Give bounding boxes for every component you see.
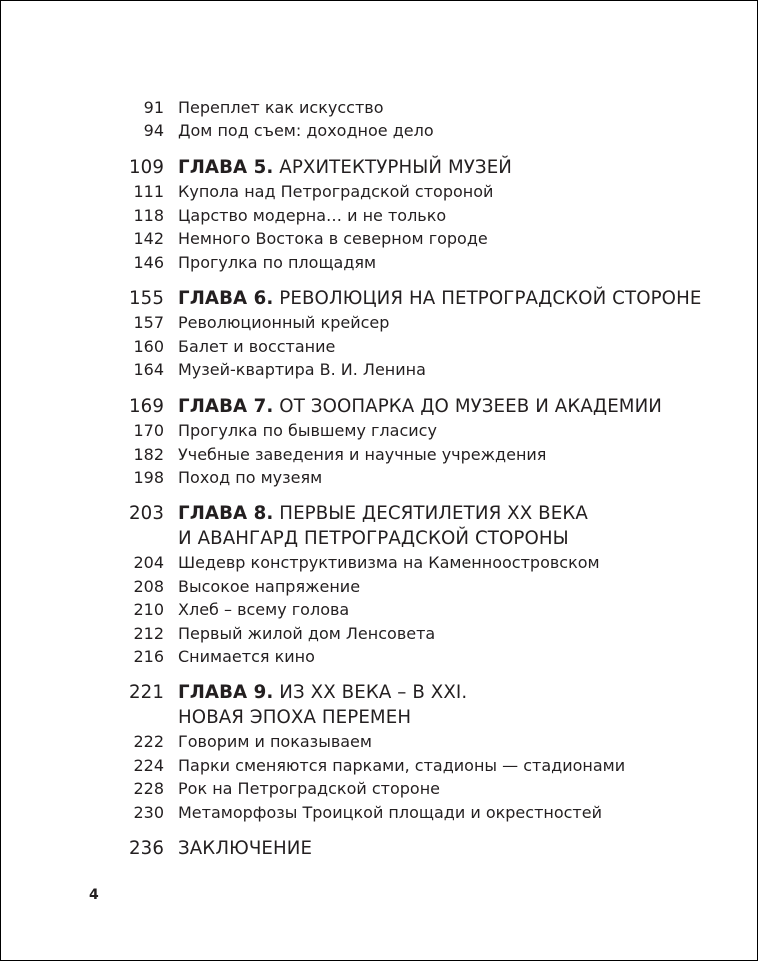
toc-entry (1, 180, 757, 203)
toc-entry (1, 801, 757, 824)
entry-title: Музей-квартира В. И. Ленина (178, 360, 426, 380)
chapter-page-number: 109 (128, 156, 164, 178)
toc-group (1, 156, 757, 274)
chapter-title-line (178, 681, 467, 706)
entry-page-number: 170 (133, 421, 164, 441)
entry-page-number: 230 (133, 802, 164, 822)
chapter-page-number: 155 (128, 287, 164, 309)
toc-entry (1, 119, 757, 142)
entry-title: Парки сменяются парками, стадионы — стадионами (178, 755, 626, 775)
entry-page-number: 182 (133, 444, 164, 464)
chapter-title-text: РЕВОЛЮЦИЯ НА ПЕТРОГРАДСКОЙ СТОРОНЕ (279, 287, 702, 309)
chapter-heading (1, 287, 757, 312)
chapter-title-line (178, 502, 588, 527)
chapter-title-text: ИЗ XX ВЕКА – В XXI. (279, 682, 468, 704)
entry-page-number: 111 (133, 182, 164, 202)
chapter-title (178, 287, 701, 312)
chapter-label: ГЛАВА 6. (178, 287, 274, 309)
entry-page-number: 157 (133, 313, 164, 333)
chapter-page-number: 221 (128, 682, 164, 704)
toc-group (1, 502, 757, 668)
entry-title: Первый жилой дом Ленсовета (178, 623, 436, 643)
chapter-title-line (178, 527, 588, 552)
entry-title: Шедевр конструктивизма на Каменноостровском (178, 553, 600, 573)
toc-entry (1, 419, 757, 442)
toc-group (1, 395, 757, 490)
entry-page-number: 224 (133, 755, 164, 775)
entry-title: Революционный крейсер (178, 313, 390, 333)
entry-title: Снимается кино (178, 647, 315, 666)
chapter-title-line (178, 395, 662, 420)
toc-entry (1, 204, 757, 227)
chapter-title (178, 395, 662, 420)
entry-title: Купола над Петроградской стороной (178, 182, 494, 202)
entry-page-number: 208 (133, 576, 164, 596)
entry-page-number: 204 (133, 553, 164, 573)
entry-page-number: 146 (133, 252, 164, 272)
chapter-label: ГЛАВА 9. (178, 682, 274, 704)
toc-entry (1, 754, 757, 777)
toc-entry (1, 551, 757, 574)
chapter-title (178, 681, 467, 730)
toc-entry (1, 251, 757, 274)
entry-page-number: 198 (133, 467, 164, 487)
chapter-label: ГЛАВА 5. (178, 156, 274, 178)
toc-group (1, 681, 757, 824)
toc-entry (1, 335, 757, 358)
toc-entry (1, 645, 757, 668)
chapter-page-number: 203 (128, 503, 164, 525)
entry-title: Прогулка по площадям (178, 252, 377, 272)
toc-entry (1, 598, 757, 621)
toc-entry (1, 575, 757, 598)
entry-title: Прогулка по бывшему гласису (178, 421, 437, 441)
chapter-label: ГЛАВА 7. (178, 395, 274, 417)
entry-page-number: 216 (133, 647, 164, 666)
entry-page-number: 91 (143, 98, 164, 117)
toc-entry (1, 466, 757, 489)
chapter-title-line (178, 287, 701, 312)
entry-page-number: 228 (133, 779, 164, 799)
chapter-title (178, 837, 312, 862)
chapter-heading (1, 502, 757, 551)
chapter-title-line (178, 706, 467, 731)
entry-title: Учебные заведения и научные учреждения (178, 444, 547, 464)
chapter-title (178, 156, 512, 181)
chapter-label: ГЛАВА 8. (178, 503, 274, 525)
entry-title: Царство модерна… и не только (178, 205, 447, 225)
chapter-title-text: АРХИТЕКТУРНЫЙ МУЗЕЙ (279, 156, 512, 178)
toc-entry (1, 777, 757, 800)
entry-title: Немного Востока в северном городе (178, 229, 488, 249)
chapter-title (178, 502, 588, 551)
entry-page-number: 164 (133, 360, 164, 380)
entry-page-number: 222 (133, 732, 164, 752)
chapter-title-text: ОТ ЗООПАРКА ДО МУЗЕЕВ И АКАДЕМИИ (279, 395, 662, 417)
chapter-page-number: 236 (128, 838, 164, 860)
chapter-heading (1, 156, 757, 181)
toc-entry (1, 730, 757, 753)
chapter-title-line (178, 156, 512, 181)
chapter-title-text: И АВАНГАРД ПЕТРОГРАДСКОЙ СТОРОНЫ (178, 527, 569, 549)
toc-entry (1, 311, 757, 334)
toc-group (1, 96, 757, 143)
chapter-title-text: ЗАКЛЮЧЕНИЕ (178, 838, 313, 860)
entry-title: Балет и восстание (178, 336, 336, 356)
entry-page-number: 118 (133, 205, 164, 225)
toc-group (1, 837, 757, 862)
chapter-heading (1, 681, 757, 730)
toc-entry (1, 443, 757, 466)
page-number: 4 (89, 887, 99, 903)
entry-title: Переплет как искусство (178, 98, 384, 117)
entry-page-number: 210 (133, 600, 164, 620)
entry-title: Дом под съем: доходное дело (178, 121, 434, 141)
chapter-title-text: НОВАЯ ЭПОХА ПЕРЕМЕН (178, 706, 412, 728)
entry-page-number: 212 (133, 623, 164, 643)
entry-page-number: 160 (133, 336, 164, 356)
toc-entry (1, 227, 757, 250)
toc-entry (1, 622, 757, 645)
toc-entry (1, 96, 757, 119)
table-of-contents (1, 96, 757, 875)
entry-title: Метаморфозы Троицкой площади и окрестностей (178, 802, 602, 822)
entry-title: Рок на Петроградской стороне (178, 779, 440, 799)
entry-title: Хлеб – всему голова (178, 600, 350, 620)
chapter-heading (1, 837, 757, 862)
entry-title: Высокое напряжение (178, 576, 361, 596)
chapter-title-text: ПЕРВЫЕ ДЕСЯТИЛЕТИЯ XX ВЕКА (279, 503, 588, 525)
entry-page-number: 94 (143, 121, 164, 141)
entry-page-number: 142 (133, 229, 164, 249)
entry-title: Говорим и показываем (178, 732, 372, 752)
chapter-heading (1, 395, 757, 420)
toc-entry (1, 358, 757, 381)
chapter-page-number: 169 (128, 395, 164, 417)
entry-title: Поход по музеям (178, 467, 323, 487)
chapter-title-line (178, 837, 312, 862)
toc-group (1, 287, 757, 382)
